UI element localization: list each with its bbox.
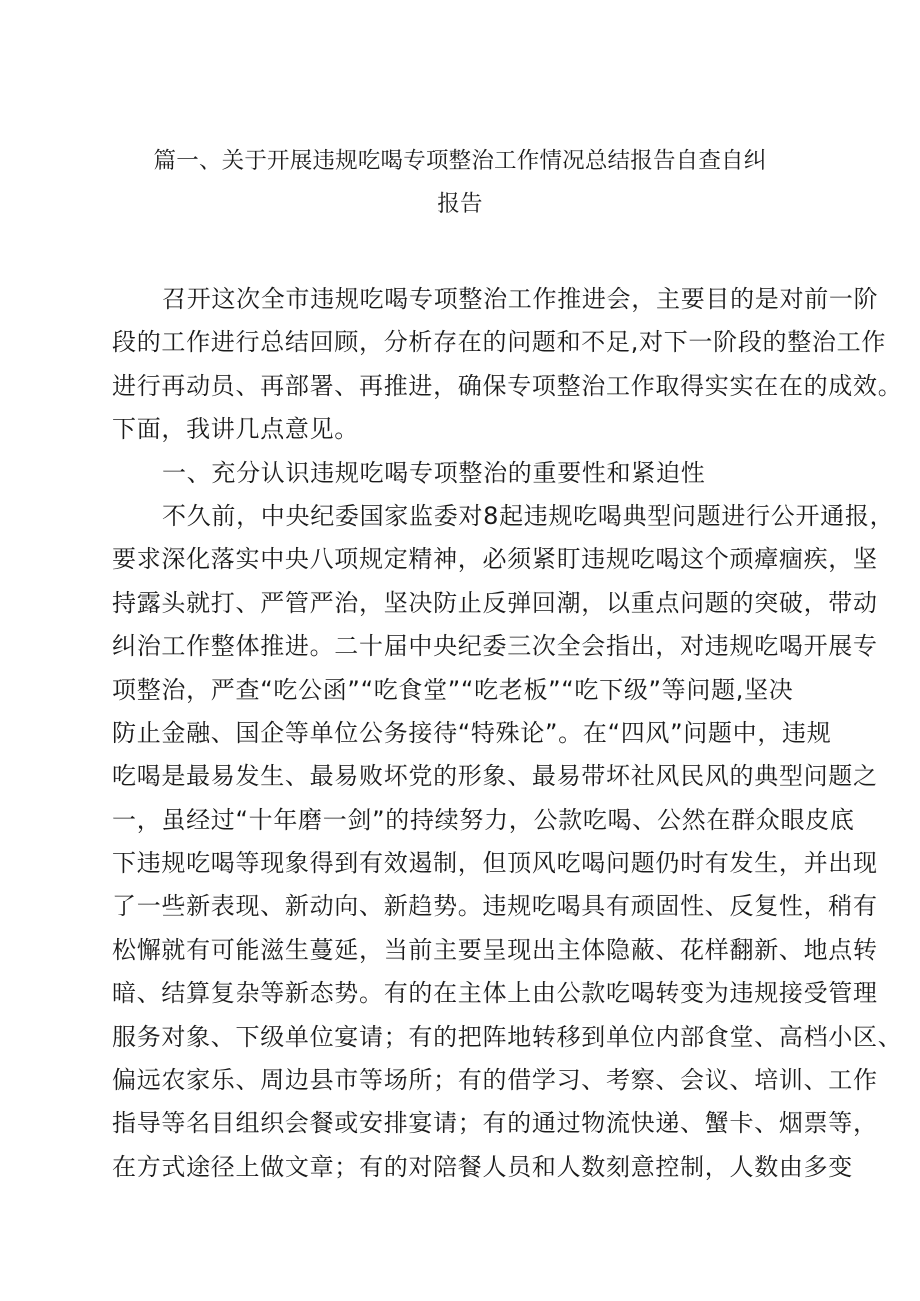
paragraph-line: 指导等名目组织会餐或安排宴请；有的通过物流快递、蟹卡、烟票等， bbox=[112, 1109, 878, 1138]
paragraph-line: 要求深化落实中央八项规定精神，必须紧盯违规吃喝这个顽瘴痼疾，坚 bbox=[112, 545, 878, 574]
paragraph-line: 下违规吃喝等现象得到有效遏制，但顶风吃喝问题仍时有发生，并出现 bbox=[112, 849, 878, 878]
paragraph-line: 项整治，严查“吃公函”“吃食堂”“吃老板”“吃下级”等问题,坚决 bbox=[112, 675, 794, 704]
document-title-line-1: 篇一、关于开展违规吃喝专项整治工作情况总结报告自查自纠 bbox=[153, 148, 767, 174]
paragraph-line: 吃喝是最易发生、最易败坏党的形象、最易带坏社风民风的典型问题之 bbox=[112, 762, 878, 791]
document-body bbox=[112, 278, 903, 1189]
paragraph-line: 偏远农家乐、周边县市等场所；有的借学习、考察、会议、培训、工作 bbox=[112, 1066, 878, 1095]
paragraph-line: 召开这次全市违规吃喝专项整治工作推进会，主要目的是对前一阶 bbox=[162, 285, 879, 313]
paragraph-line: 下面，我讲几点意见。 bbox=[112, 415, 359, 444]
paragraph-line: 松懈就有可能滋生蔓延，当前主要呈现出主体隐蔽、花样翻新、地点转 bbox=[112, 935, 878, 964]
paragraph-line: 段的工作进行总结回顾，分析存在的问题和不足,对下一阶段的整治工作 bbox=[112, 328, 887, 357]
paragraph-line: 纠治工作整体推进。二十届中央纪委三次全会指出，对违规吃喝开展专 bbox=[112, 632, 878, 661]
paragraph-line: 持露头就打、严管严治，坚决防止反弹回潮，以重点问题的突破，带动 bbox=[112, 588, 878, 617]
paragraph-line: 防止金融、国企等单位公务接待“特殊论”。在“四风”问题中，违规 bbox=[112, 718, 832, 747]
paragraph-line: 服务对象、下级单位宴请；有的把阵地转移到单位内部食堂、高档小区、 bbox=[112, 1022, 903, 1051]
paragraph-line: 一，虽经过“十年磨一剑”的持续努力，公款吃喝、公然在群众眼皮底 bbox=[112, 805, 855, 834]
paragraph-line: 在方式途径上做文章；有的对陪餐人员和人数刻意控制，人数由多变 bbox=[112, 1152, 853, 1181]
paragraph-line: 了一些新表现、新动向、新趋势。违规吃喝具有顽固性、反复性，稍有 bbox=[112, 892, 878, 921]
paragraph-line: 不久前，中央纪委国家监委对8起违规吃喝典型问题进行公开通报， bbox=[162, 501, 895, 530]
paragraph-line: 进行再动员、再部署、再推进，确保专项整治工作取得实实在在的成效。 bbox=[112, 371, 903, 400]
paragraph-line: 暗、结算复杂等新态势。有的在主体上由公款吃喝转变为违规接受管理 bbox=[112, 979, 878, 1008]
section-heading: 一、充分认识违规吃喝专项整治的重要性和紧迫性 bbox=[162, 458, 706, 487]
document-title-line-2: 报告 bbox=[437, 191, 483, 217]
